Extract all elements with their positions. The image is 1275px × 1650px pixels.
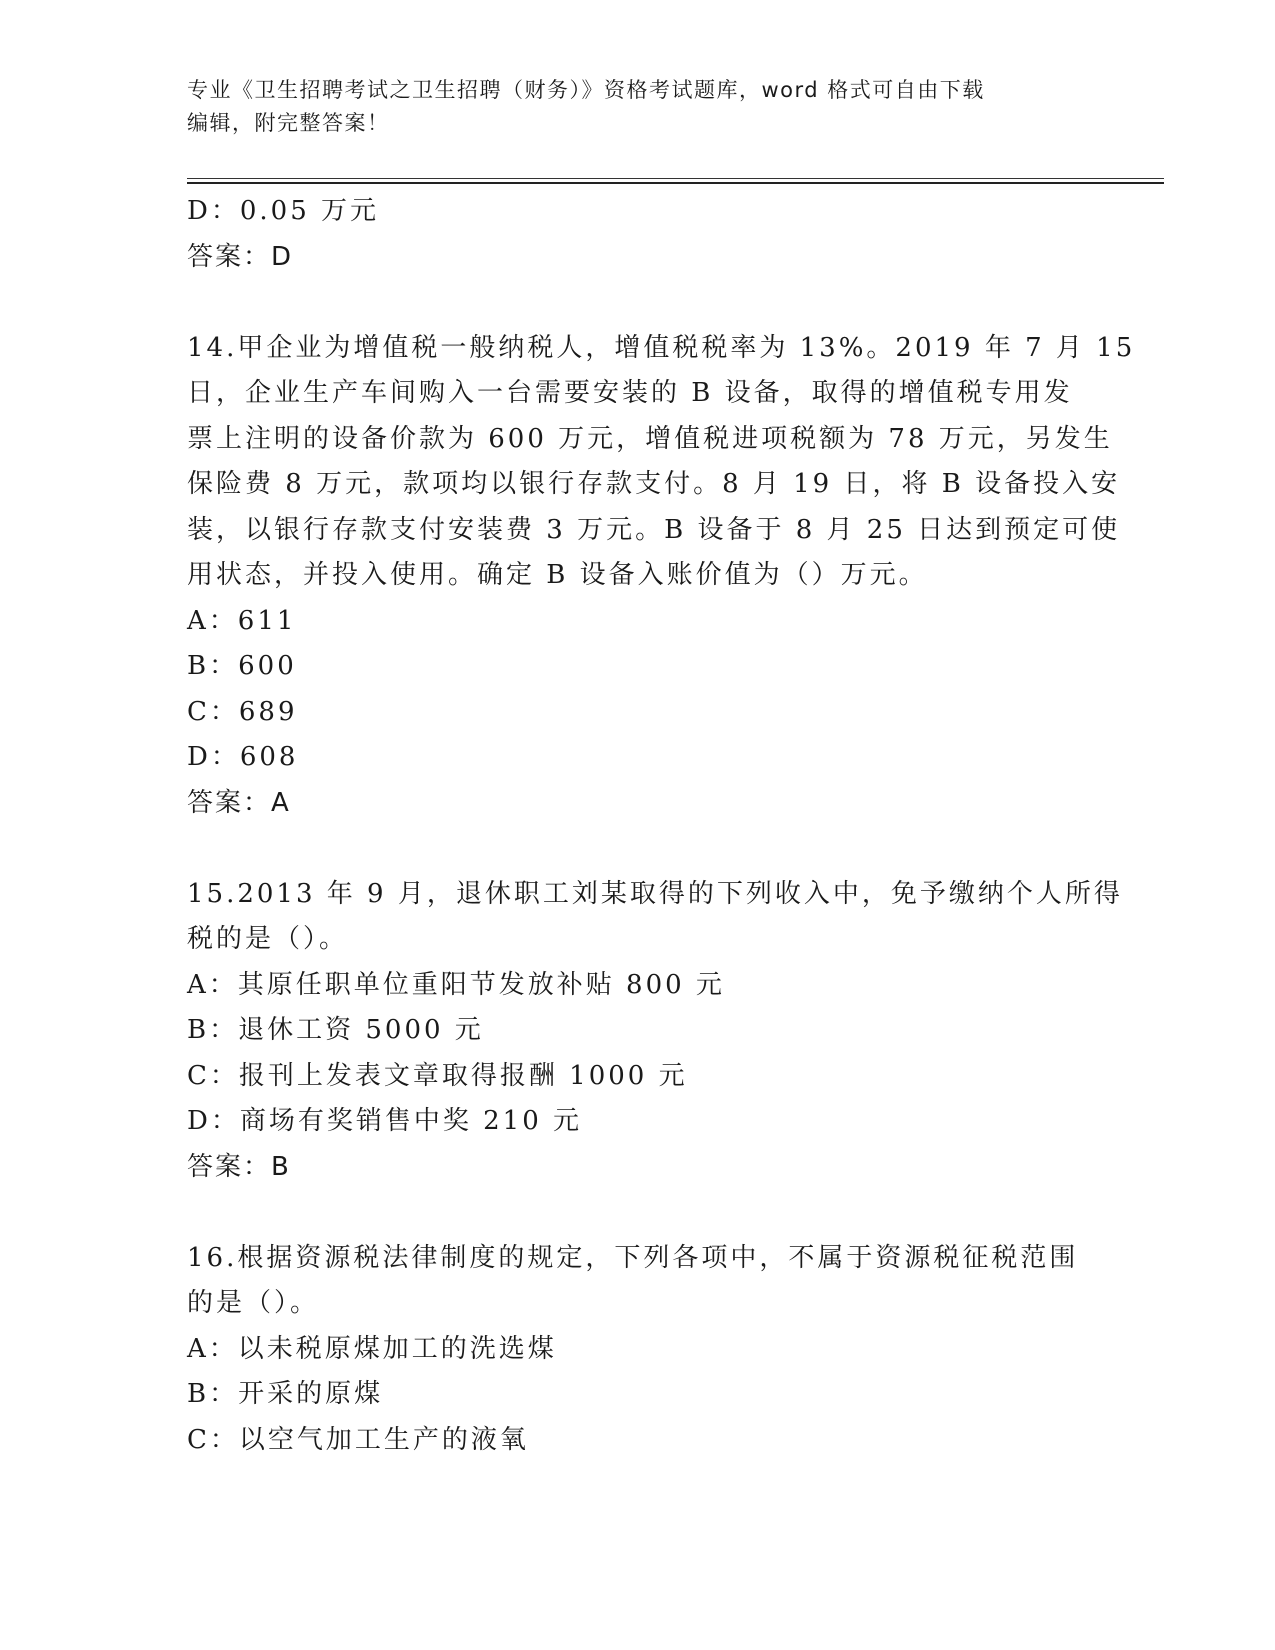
- question-15: [187, 872, 1123, 1191]
- option-d: D：商场有奖销售中奖 210 元: [187, 1106, 583, 1136]
- document-header: [187, 74, 1087, 140]
- question-14-line: 装，以银行存款支付安装费 3 万元。B 设备于 8 月 25 日达到预定可使: [187, 514, 1121, 545]
- question-16-line: 16.根据资源税法律制度的规定，下列各项中，不属于资源税征税范围: [187, 1242, 1079, 1273]
- spacer: [187, 1190, 1087, 1236]
- spacer: [187, 280, 1087, 326]
- prev-option-d: D：0.05 万元: [187, 196, 380, 226]
- question-14: [187, 326, 1136, 827]
- question-16: [187, 1236, 1087, 1464]
- option-b: B：退休工资 5000 元: [187, 1015, 484, 1045]
- answer: 答案：A: [187, 787, 291, 818]
- header-divider-thin: [187, 178, 1164, 179]
- option-a: A：其原任职单位重阳节发放补贴 800 元: [187, 969, 725, 1000]
- question-14-line: 日，企业生产车间购入一台需要安装的 B 设备，取得的增值税专用发: [187, 378, 1073, 408]
- prev-answer: 答案：D: [187, 241, 294, 272]
- option-d: D：608: [187, 742, 299, 772]
- question-15-line: 税的是（）。: [187, 924, 349, 954]
- header-divider-thick: [187, 182, 1164, 184]
- question-15-line: 15.2013 年 9 月，退休职工刘某取得的下列收入中，免予缴纳个人所得: [187, 878, 1123, 909]
- option-c: C：689: [187, 696, 298, 727]
- question-14-line: 保险费 8 万元，款项均以银行存款支付。8 月 19 日，将 B 设备投入安: [187, 469, 1121, 499]
- option-b: B：600: [187, 651, 297, 681]
- question-content: [187, 189, 1136, 1463]
- option-c: C：以空气加工生产的液氧: [187, 1424, 529, 1455]
- spacer: [187, 826, 1087, 872]
- answer: 答案：B: [187, 1151, 291, 1182]
- question-14-line: 用状态，并投入使用。确定 B 设备入账价值为（）万元。: [187, 560, 928, 590]
- option-a: A：以未税原煤加工的洗选煤: [187, 1333, 557, 1364]
- option-c: C：报刊上发表文章取得报酬 1000 元: [187, 1060, 688, 1091]
- question-14-line: 14.甲企业为增值税一般纳税人，增值税税率为 13%。2019 年 7 月 15: [187, 332, 1136, 363]
- option-a: A：611: [187, 605, 297, 636]
- header-line-2: 编辑，附完整答案！: [187, 111, 390, 135]
- question-14-line: 票上注明的设备价款为 600 万元，增值税进项税额为 78 万元，另发生: [187, 423, 1113, 454]
- header-line-1: 专业《卫生招聘考试之卫生招聘（财务）》资格考试题库，word 格式可自由下载: [187, 78, 985, 102]
- question-16-line: 的是（）。: [187, 1288, 320, 1318]
- option-b: B：开采的原煤: [187, 1379, 384, 1409]
